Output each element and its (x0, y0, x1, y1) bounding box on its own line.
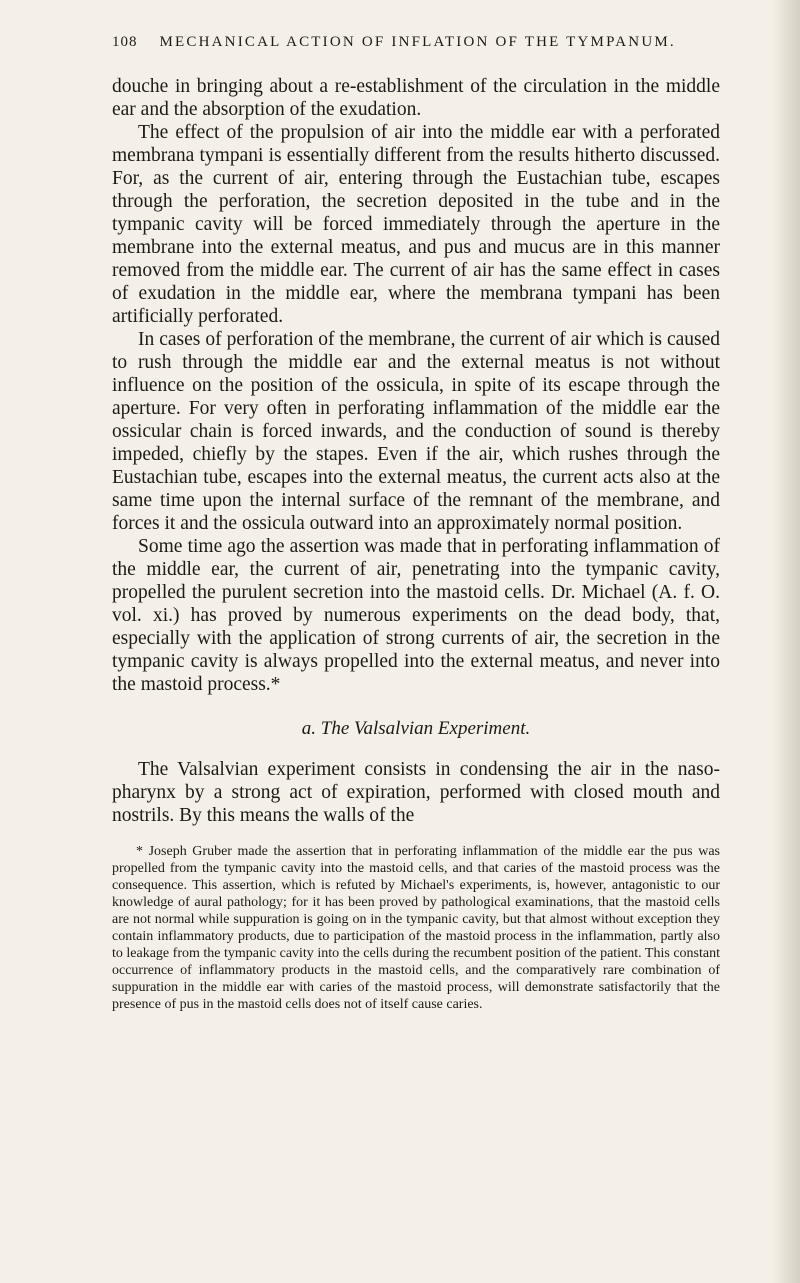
page-number: 108 (112, 34, 138, 50)
running-title: MECHANICAL ACTION OF INFLATION OF THE TYMPANUM. (159, 34, 676, 50)
footnote: * Joseph Gruber made the assertion that in perforating inflammation of the middle ear the pus was propelled from the tympanic cavity into the mastoid cells, and that caries of the mastoid process was the consequence. This assertion, which is refuted by Michael's experiments, is, however, antagonistic to our knowledge of aural pathology; for it has been proved by pathological examinations, that the mastoid cells are not normal while suppuration is going on in the tympanic cavity, but that almost without exception they contain inflammatory products, due to participation of the mastoid process in the inflammation, partly also to leakage from the tympanic cavity into the cells during the recumbent position of the patient. This constant occurrence of inflammatory products in the mastoid cells, and the comparatively rare combination of suppuration in the middle ear with caries of the mastoid process, will demonstrate satisfactorily that the presence of pus in the mastoid cells does not of itself cause caries. (112, 844, 720, 1012)
section-heading: a. The Valsalvian Experiment. (301, 718, 531, 739)
running-head (112, 34, 720, 51)
body-text (112, 75, 720, 827)
paragraph-continuation: douche in bringing about a re-establishment of the circulation in the middle ear and the absorption of the exudation. (112, 76, 720, 120)
page-edge-shadow (772, 0, 800, 1283)
paragraph-perforated-membrane: The effect of the propulsion of air into the middle ear with a perforated membrana tympani is essentially different from the results hitherto discussed. For, as the current of air, entering through the Eustachian tube, escapes through the perforation, the secretion deposited in the tube and in the tympanic cavity will be forced immediately through the aperture in the membrane into the external meatus, and pus and mucus are in this manner removed from the middle ear. The current of air has the same effect in cases of exudation in the middle ear, where the membrana tympani has been artificially perforated. (112, 122, 720, 327)
paragraph-ossicula: In cases of perforation of the membrane, the current of air which is caused to rush through the middle ear and the external meatus is not without influence on the position of the ossicula, in spite of its escape through the aperture. For very often in perforating inflammation of the middle ear the ossicular chain is forced inwards, and the conduction of sound is thereby impeded, chiefly by the stapes. Even if the air, which rushes through the Eustachian tube, escapes into the external meatus, the current acts also at the same time upon the internal surface of the remnant of the membrane, and forces it and the ossicula outward into an approximately normal position. (112, 329, 720, 534)
paragraph-valsalvian: The Valsalvian experiment consists in condensing the air in the naso-pharynx by a strong act of expiration, performed with closed mouth and nostrils. By this means the walls of the (112, 759, 720, 826)
paragraph-mastoid: Some time ago the assertion was made that in perforating inflammation of the middle ear, the current of air, penetrating into the tympanic cavity, propelled the purulent secretion into the mastoid cells. Dr. Michael (A. f. O. vol. xi.) has proved by numerous experiments on the dead body, that, especially with the application of strong currents of air, the secretion in the tympanic cavity is always propelled into the external meatus, and never into the mastoid process.* (112, 536, 720, 695)
